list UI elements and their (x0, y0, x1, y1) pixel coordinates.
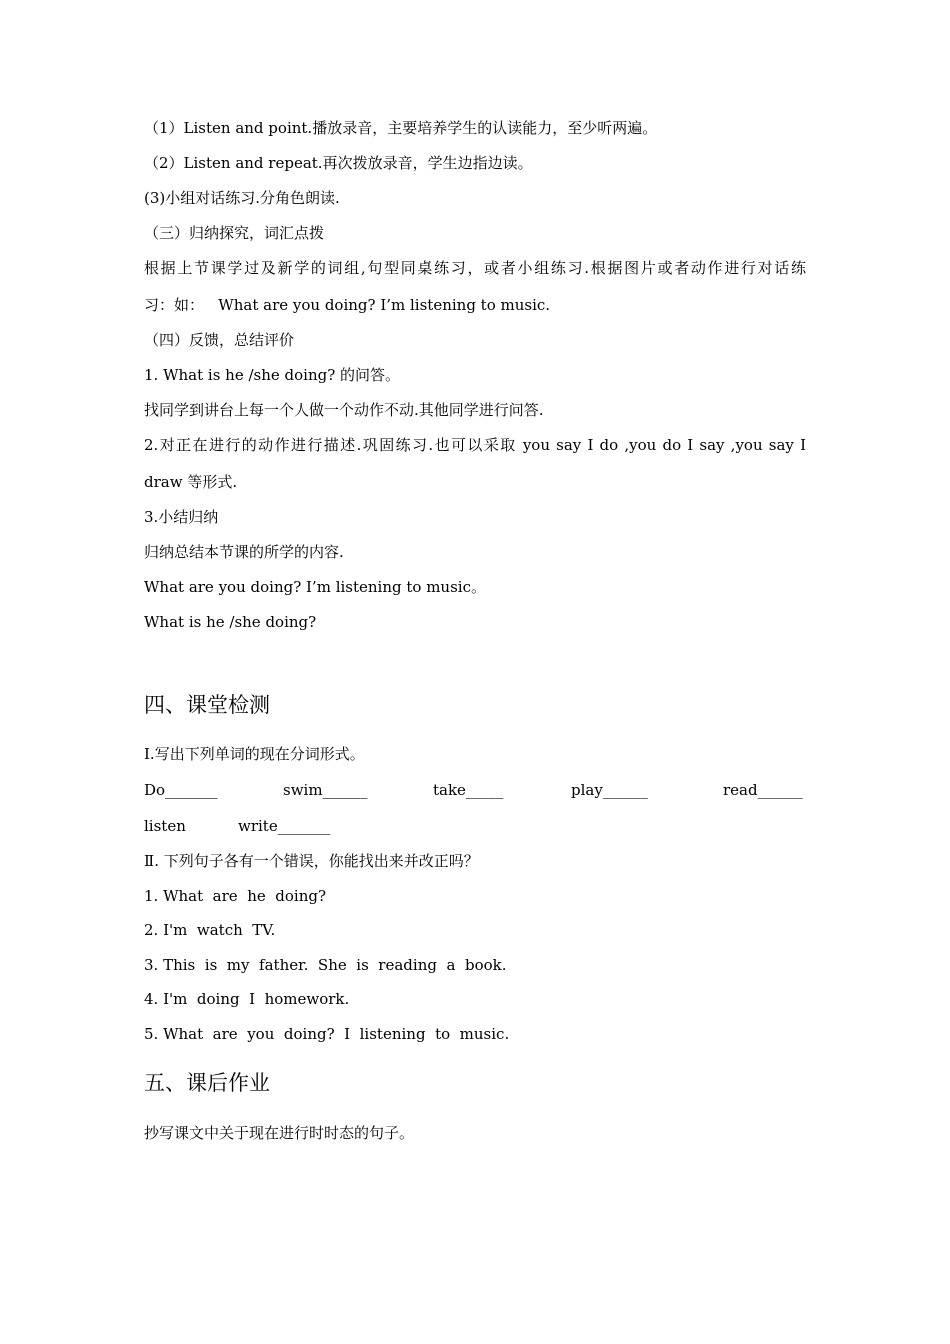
homework-text: 抄写课文中关于现在进行时时态的句子。 (144, 1124, 415, 1142)
error-sentence-5: 5. What are you doing? I listening to music. (144, 1025, 510, 1043)
paragraph-practice: 根据上节课学过及新学的词组,句型同桌练习，或者小组练习.根据图片或者动作进行对话练 (144, 259, 806, 277)
summary-sentence-1: What are you doing? I’m listening to music。 (144, 578, 486, 596)
subheading-feedback: （四）反馈，总结评价 (144, 331, 295, 349)
error-sentence-2: 2. I'm watch TV. (144, 921, 276, 939)
exercise-2-title: Ⅱ. 下列句子各有一个错误，你能找出来并改正吗？ (144, 852, 479, 870)
heading-homework: 五、课后作业 (144, 1071, 270, 1095)
summary-text: 归纳总结本节课的所学的内容. (144, 543, 344, 561)
word-blank-do: Do_______ (144, 781, 218, 799)
feedback-item-3: 3.小结归纳 (144, 508, 219, 526)
feedback-item-1-detail: 找同学到讲台上每一个人做一个动作不动.其他同学进行问答. (144, 401, 544, 419)
paragraph-practice-example: 习：如： What are you doing? I’m listening to music. (144, 296, 551, 314)
error-sentence-3: 3. This is my father. She is reading a book. (144, 956, 507, 974)
error-sentence-1: 1. What are he doing? (144, 887, 326, 905)
error-sentence-4: 4. I'm doing I homework. (144, 990, 350, 1008)
word-blank-write: write_______ (238, 817, 331, 835)
heading-class-test: 四、课堂检测 (144, 693, 270, 717)
word-blank-play: play______ (571, 781, 648, 799)
word-blank-take: take_____ (433, 781, 504, 799)
summary-sentence-2: What is he /she doing? (144, 613, 317, 631)
feedback-item-2: 2.对正在进行的动作进行描述.巩固练习.也可以采取 you say I do ,you do I say ,you say I (144, 436, 806, 454)
subheading-induction: （三）归纳探究，词汇点拨 (144, 224, 325, 242)
word-blank-read: read______ (723, 781, 803, 799)
step-group-dialogue: (3)小组对话练习.分角色朗读. (144, 189, 340, 207)
feedback-item-2-cont: draw 等形式. (144, 473, 238, 491)
step-listen-and-point: （1）Listen and point.播放录音，主要培养学生的认读能力，至少听两遍。 (144, 119, 658, 137)
exercise-1-title: Ⅰ.写出下列单词的现在分词形式。 (144, 745, 365, 763)
word-blank-listen: listen (144, 817, 186, 835)
step-listen-and-repeat: （2）Listen and repeat.再次拨放录音，学生边指边读。 (144, 154, 533, 172)
feedback-item-1: 1. What is he /she doing? 的问答。 (144, 366, 401, 384)
word-blank-swim: swim______ (283, 781, 368, 799)
